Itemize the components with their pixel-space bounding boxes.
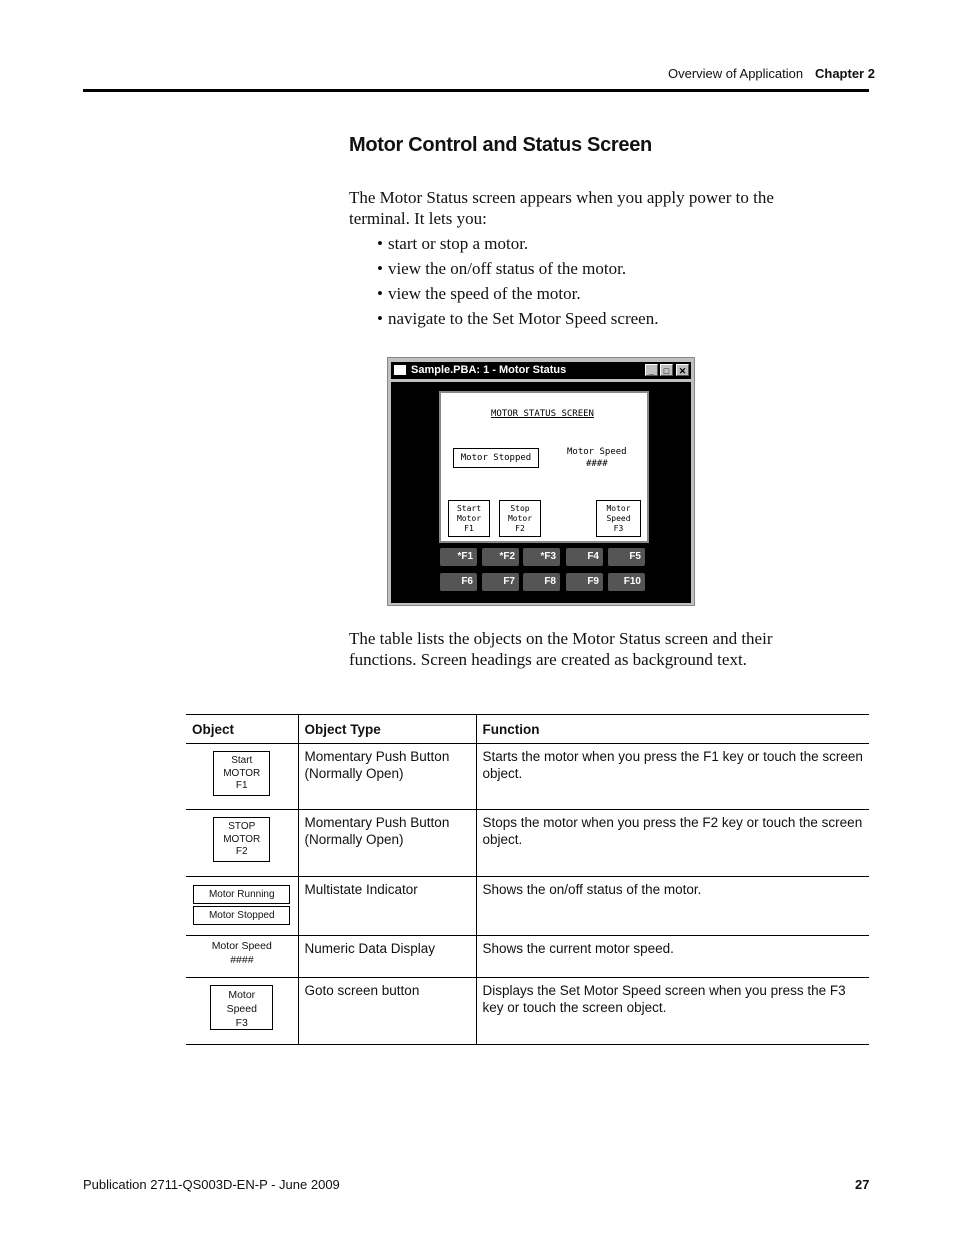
motor-status-indicator: Motor Stopped: [453, 448, 539, 468]
fkey-f7-button[interactable]: F7: [482, 573, 519, 591]
list-item: • view the speed of the motor.: [377, 284, 581, 303]
close-icon[interactable]: ✕: [676, 364, 689, 376]
object-cell: [186, 744, 298, 810]
motor-speed-goto-object: Motor Speed F3: [210, 985, 273, 1030]
motor-speed-button[interactable]: Motor Speed F3: [596, 500, 641, 537]
header-section: Overview of Application: [668, 66, 804, 81]
table-header-row: [186, 715, 869, 744]
table-intro-paragraph: The table lists the objects on the Motor Status screen and their functions. Screen headings are created as background text.: [349, 629, 773, 669]
minimize-icon[interactable]: _: [645, 364, 658, 376]
function-cell: Shows the current motor speed.: [476, 936, 869, 978]
start-motor-object: Start MOTOR F1: [213, 751, 270, 796]
object-type-cell: Momentary Push Button (Normally Open): [298, 744, 476, 810]
table-row: [186, 936, 869, 978]
fkey-f9-button[interactable]: F9: [566, 573, 603, 591]
object-cell: [186, 810, 298, 877]
function-cell: Shows the on/off status of the motor.: [476, 877, 869, 936]
screen-title: MOTOR STATUS SCREEN: [491, 409, 594, 419]
intro-paragraph: The Motor Status screen appears when you apply power to the terminal. It lets you:: [349, 188, 774, 228]
header-chapter: Chapter 2: [815, 66, 875, 81]
table-row: [186, 810, 869, 877]
fkey-f1-button[interactable]: *F1: [440, 548, 477, 566]
fkey-f2-button[interactable]: *F2: [482, 548, 519, 566]
object-type-cell: Multistate Indicator: [298, 877, 476, 936]
page-number: 27: [855, 1177, 870, 1192]
object-type-cell: Goto screen button: [298, 978, 476, 1045]
list-item: • view the on/off status of the motor.: [377, 259, 627, 278]
stop-motor-object: STOP MOTOR F2: [213, 817, 270, 862]
fkey-f8-button[interactable]: F8: [523, 573, 560, 591]
table-row: [186, 877, 869, 936]
stop-motor-button[interactable]: Stop Motor F2: [499, 500, 541, 537]
object-cell: [186, 877, 298, 936]
list-item: • navigate to the Set Motor Speed screen.: [377, 309, 659, 328]
table-row: [186, 744, 869, 810]
column-header: Object Type: [298, 715, 476, 744]
object-type-cell: Momentary Push Button (Normally Open): [298, 810, 476, 877]
maximize-icon[interactable]: □: [660, 364, 673, 376]
motor-status-window: [387, 357, 695, 606]
fkey-f6-button[interactable]: F6: [440, 573, 477, 591]
motor-speed-display: Motor Speed ####: [567, 447, 627, 469]
footer-publication: Publication 2711-QS003D-EN-P - June 2009: [83, 1177, 340, 1192]
window-client: [391, 382, 691, 603]
start-motor-button[interactable]: Start Motor F1: [448, 500, 490, 537]
window-titlebar: [391, 362, 691, 379]
section-title: Motor Control and Status Screen: [349, 134, 652, 156]
app-icon: [394, 365, 406, 375]
object-cell: [186, 978, 298, 1045]
list-item: • start or stop a motor.: [377, 234, 529, 253]
header-rule: [83, 89, 869, 92]
terminal-screen: [439, 391, 649, 543]
motor-speed-object: Motor Speed ####: [211, 940, 272, 966]
fkey-f10-button[interactable]: F10: [608, 573, 645, 591]
table-row: [186, 978, 869, 1045]
objects-table: [186, 714, 869, 1045]
fkey-f4-button[interactable]: F4: [566, 548, 603, 566]
feature-list: [377, 233, 658, 333]
object-type-cell: Numeric Data Display: [298, 936, 476, 978]
running-header: [0, 66, 954, 86]
object-cell: [186, 936, 298, 978]
fkey-f5-button[interactable]: F5: [608, 548, 645, 566]
window-title: Sample.PBA: 1 - Motor Status: [411, 364, 567, 376]
motor-stopped-state: Motor Stopped: [193, 906, 290, 925]
column-header: Function: [476, 715, 869, 744]
column-header: Object: [186, 715, 298, 744]
fkey-f3-button[interactable]: *F3: [523, 548, 560, 566]
function-cell: Starts the motor when you press the F1 key or touch the screen object.: [476, 744, 869, 810]
motor-running-state: Motor Running: [193, 885, 290, 904]
function-cell: Displays the Set Motor Speed screen when you press the F3 key or touch the screen object.: [476, 978, 869, 1045]
function-cell: Stops the motor when you press the F2 key or touch the screen object.: [476, 810, 869, 877]
